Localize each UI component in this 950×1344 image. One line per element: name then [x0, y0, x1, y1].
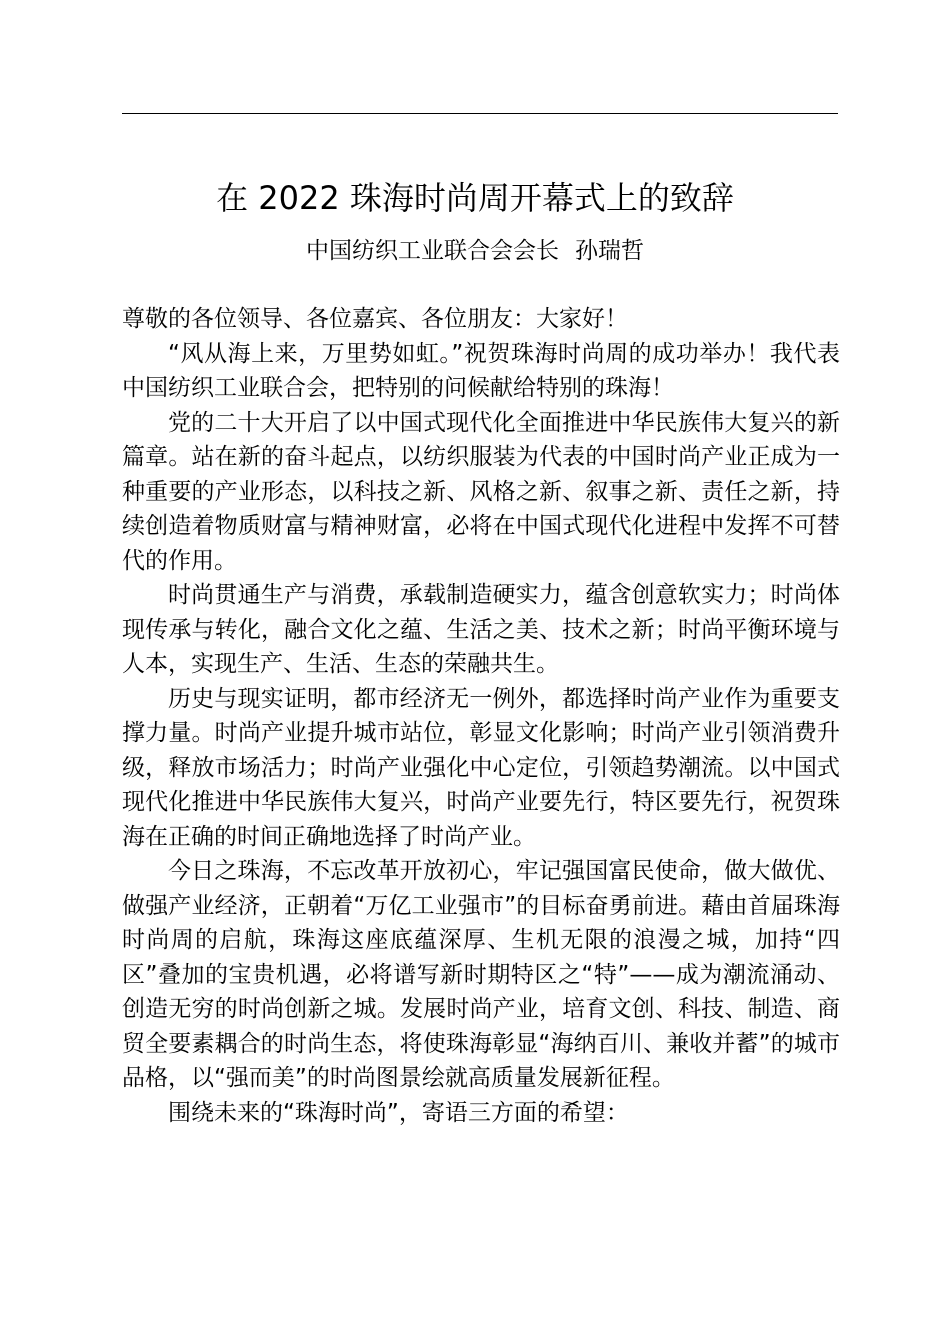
- paragraph: 党的二十大开启了以中国式现代化全面推进中华民族伟大复兴的新篇章。站在新的奋斗起点，以纺织服装为代表的中国时尚产业正成为一种重要的产业形态，以科技之新、风格之新、叙事之新、责任之新，持续创造着物质财富与精神财富，必将在中国式现代化进程中发挥不可替代的作用。: [122, 409, 840, 574]
- author-title: 中国纺织工业联合会会长: [306, 238, 559, 264]
- paragraph: 时尚贯通生产与消费，承载制造硬实力，蕴含创意软实力；时尚体现传承与转化，融合文化之蕴、生活之美、技术之新；时尚平衡环境与人本，实现生产、生活、生态的荣融共生。: [122, 582, 840, 677]
- speech-body: [122, 302, 840, 1130]
- salutation: 尊敬的各位领导、各位嘉宾、各位朋友：大家好！: [122, 306, 628, 332]
- paragraph: “风从海上来，万里势如虹。”祝贺珠海时尚周的成功举办！我代表中国纺织工业联合会，把特别的问候献给特别的珠海！: [122, 340, 840, 401]
- paragraph: 围绕未来的“珠海时尚”，寄语三方面的希望：: [168, 1099, 629, 1126]
- paragraph: 历史与现实证明，都市经济无一例外，都选择时尚产业作为重要支撑力量。时尚产业提升城市站位，彰显文化影响；时尚产业引领消费升级，释放市场活力；时尚产业强化中心定位，引领趋势潮流。以中国式现代化推进中华民族伟大复兴，时尚产业要先行，特区要先行，祝贺珠海在正确的时间正确地选择了时尚产业。: [122, 685, 840, 850]
- author-line: [0, 233, 950, 269]
- author-name: 孙瑞哲: [575, 238, 644, 264]
- paragraph: 今日之珠海，不忘改革开放初心，牢记强国富民使命，做大做优、做强产业经济，正朝着“万亿工业强市”的目标奋勇前进。藉由首届珠海时尚周的启航，珠海这座底蕴深厚、生机无限的浪漫之城，加持“四区”叠加的宝贵机遇，必将谱写新时期特区之“特”——成为潮流涌动、创造无穷的时尚创新之城。发展时尚产业，培育文创、科技、制造、商贸全要素耦合的时尚生态，将使珠海彰显“海纳百川、兼收并蓄”的城市品格，以“强而美”的时尚图景绘就高质量发展新征程。: [122, 858, 840, 1091]
- document-title: 在 2022 珠海时尚周开幕式上的致辞: [216, 179, 734, 217]
- header-rule: [122, 113, 838, 114]
